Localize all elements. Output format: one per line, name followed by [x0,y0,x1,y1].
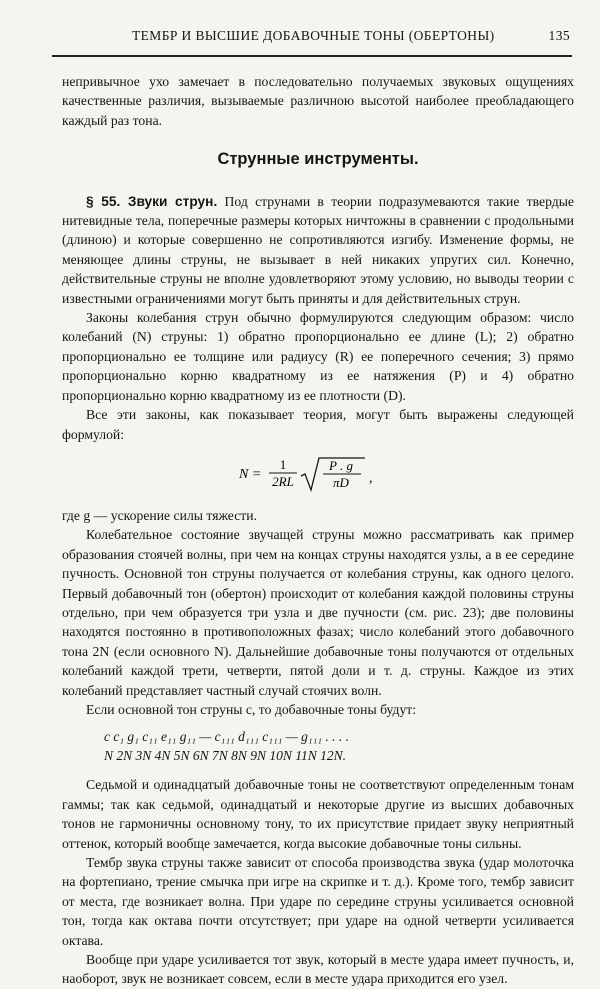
tone-notes: c c₁ g₁ c₁₁ e₁₁ g₁₁ — c₁₁₁ d₁₁₁ c₁₁₁ — g₁₁₁ . . . . [104,729,349,745]
string-frequency-formula [62,454,574,494]
formula-lhs: N = [239,466,262,482]
formula-comma: , [369,470,373,486]
header-rule [52,55,572,57]
paragraph: Вообще при ударе усиливается тот звук, который в месте удара имеет пучность, и, наоборот, звук не возникает совсем, если в месте удара приходится его узел. [62,952,574,987]
section-label: § 55. Звуки струн. [86,193,218,209]
running-title: ТЕМБР И ВЫСШИЕ ДОБАВОЧНЫЕ ТОНЫ (ОБЕРТОНЫ) [132,28,495,43]
formula-denominator: 2RL [272,473,294,489]
paragraph: Седьмой и одинадцатый добавочные тоны не соответствуют определенным тонам гаммы; так как седьмой, одинадцатый и некоторые другие из высших добавочных тонов не гармоничны основному тону, то их присутствие придает звуку неприятный оттенок, который вообще замечается, когда высокие добавочные тоны сильны. [62,777,574,851]
tone-multiples: N 2N 3N 4N 5N 6N 7N 8N 9N 10N 11N 12N. [104,748,347,764]
paragraph: Законы колебания струн обычно формулируются следующим образом: число колебаний (N) струны: 1) обратно пропорционально ее длине (L); 2) обратно пропорционально ее толщине или радиусу (R) ее поперечного сечения; 3) прямо пропорционально корню квадратному из ее натяжения (P) и 4) обратно пропорционально корню квадратному из ее плотности (D). [62,310,574,403]
page-number: 135 [548,28,570,43]
paragraph: Колебательное состояние звучащей струны можно рассматривать как пример образования стоячей волны, при чем на концах струны находятся узлы, а в ее середине пучность. Основной тон струны получается от колебания струны, как одного целого. Первый добавочный тон (обертон) происходит от колебания каждой половины струны отдельно, при чем образуется три узла и две пучности (см. рис. 23); две половины находятся постоянно в противоположных фазах; число колебаний этого добавочного тона 2N (если основного N). Дальнейшие добавочные тоны получаются от отдельных колебаний каждой трети, четверти, пятой доли и т. д. струны. Каждое из этих колебаний представляет частный случай стоячих волн. [62,527,574,698]
radical-denominator: πD [333,474,349,490]
section-title: Струнные инструменты. [217,150,419,169]
radical-numerator: P . g [329,457,353,473]
page-header [52,28,572,48]
paragraph: Если основной тон струны c, то добавочные тоны будут: [86,701,417,717]
paragraph [62,192,574,308]
tone-series [104,727,574,765]
paragraph: Все эти законы, как показывает теория, могут быть выражены следующей формулой: [62,407,574,442]
paragraph: непривычное ухо замечает в последовательно получаемых звуковых ощущениях качественные различия, вызываемые различною высотой наиболее преобладающего каждый раз тона. [62,74,574,128]
paragraph: Тембр звука струны также зависит от способа производства звука (удар молоточка на фортепиано, трение смычка при игре на скрипке и т. д.). Кроме того, тембр зависит от места, где возникает волна. При ударе по середине струны усиливается основной тон, тогда как октава почти отсутствует; при ударе на одной четверти усиливается октава. [62,855,574,948]
paragraph: где g — ускорение силы тяжести. [62,507,257,523]
body-text [62,72,574,989]
paragraph-text: Под струнами в теории подразумеваются такие твердые нитевидные тела, поперечные размеры которых ничтожны в сравнении с продольными (длиною) и которые совершенно не сопротивляются изгибу. Изменение формы, не меняющее длины струны, не вызывает в ней никаких упругих сил. Конечно, действительные струны не вполне удовлетворяют этому условию, но выводы теории с известными ограничениями могут быть приняты и для действительных струн. [62,193,575,306]
formula-numerator: 1 [279,456,287,472]
